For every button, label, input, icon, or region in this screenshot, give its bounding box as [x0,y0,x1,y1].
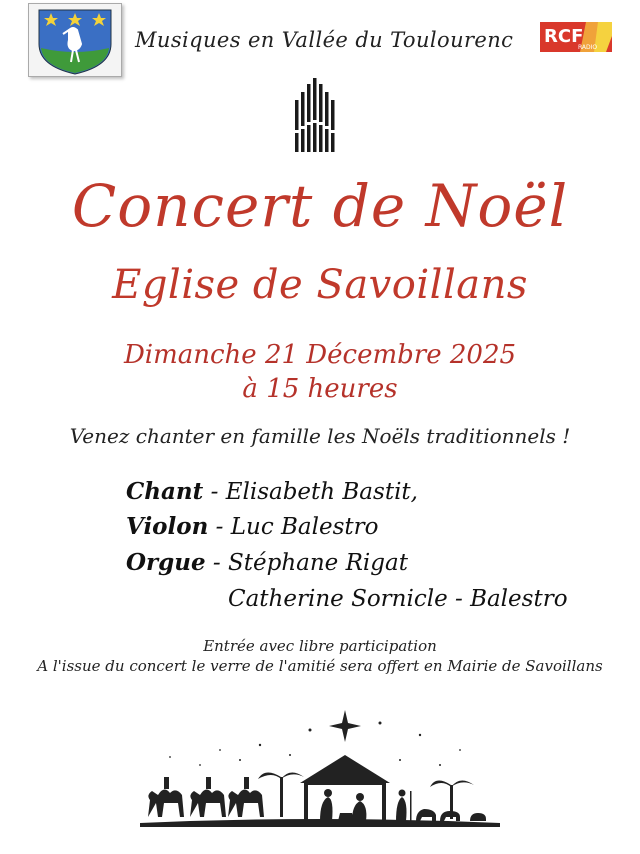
performer-name: Catherine Sornicle - Balestro [228,586,568,612]
entry-info: Entrée avec libre participation [203,637,437,655]
performer-row [126,478,418,505]
organization-name: Musiques en Vallée du Toulourenc [135,28,514,52]
after-concert-info: A l'issue du concert le verre de l'amitié sera offert en Mairie de Savoillans [37,657,603,675]
organ-pipes-icon [293,78,335,154]
rcf-logo-text: RCF [544,26,584,47]
performer-role: Chant [126,478,204,505]
performer-row [126,513,378,540]
performer-separator: - [203,479,226,505]
nativity-scene-icon [140,705,500,835]
performer-role: Orgue [126,549,206,576]
performer-name: Stéphane Rigat [228,550,408,576]
rcf-logo-sub: RADIO [578,44,598,51]
concert-date: Dimanche 21 Décembre 2025 [123,340,517,370]
performer-separator: - [205,550,228,576]
church-name: Eglise de Savoillans [112,262,528,308]
crest-logo [28,3,122,77]
invitation-text: Venez chanter en famille les Noëls traditionnels ! [69,424,571,448]
performer-name: Luc Balestro [230,514,379,540]
performer-name: Elisabeth Bastit, [225,479,418,505]
heron-coat-of-arms-icon [29,4,121,76]
performer-row [228,586,568,612]
performer-row [126,549,408,576]
concert-title: Concert de Noël [71,172,569,240]
performer-role: Violon [126,513,209,540]
rcf-radio-logo [540,22,612,52]
performer-separator: - [208,514,231,540]
concert-time: à 15 heures [242,374,398,404]
